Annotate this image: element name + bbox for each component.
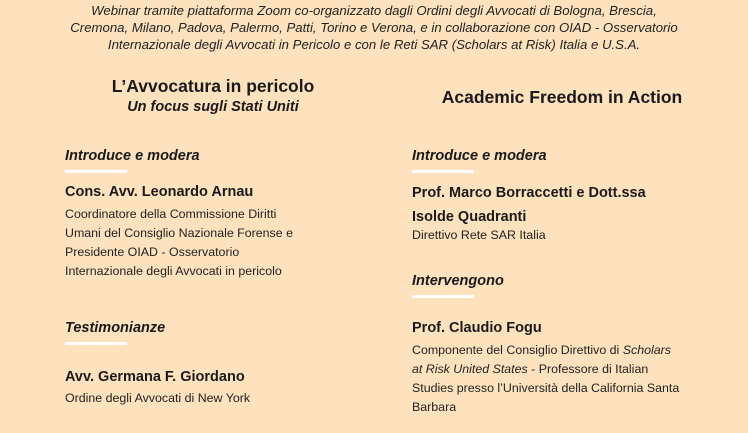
name-line: Prof. Marco Borraccetti e Dott.ssa — [412, 185, 646, 201]
left-section-label-testimonials: Testimonianze — [65, 320, 166, 336]
right-moderator-description — [412, 226, 546, 245]
section-divider — [65, 342, 127, 345]
right-speaker-name: Prof. Claudio Fogu — [412, 320, 542, 336]
intro-line: Webinar tramite piattaforma Zoom co-organizzato dagli Ordini degli Avvocati di Bologna, Brescia, — [91, 3, 657, 18]
left-testimonial-name: Avv. Germana F. Giordano — [65, 369, 245, 385]
intro-line: Cremona, Milano, Padova, Palermo, Patti, Torino e Verona, e in collaborazione con OIAD - Osservatorio — [70, 20, 678, 35]
right-section-label-moderator: Introduce e modera — [412, 148, 547, 164]
description-line: Direttivo Rete SAR Italia — [412, 228, 546, 242]
intro-text — [0, 2, 748, 53]
desc-italic-text: at Risk United States — [412, 362, 528, 376]
description-line: Umani del Consiglio Nazionale Forense e — [65, 226, 293, 240]
desc-text: Componente del Consiglio Direttivo di — [412, 343, 623, 357]
description-line: Studies presso l’Università della California Santa — [412, 381, 680, 395]
desc-italic-text: Scholars — [622, 343, 671, 357]
section-divider — [412, 170, 474, 173]
section-divider — [412, 295, 474, 298]
description-line: Presidente OIAD - Osservatorio — [65, 245, 240, 259]
left-moderator-description — [65, 205, 293, 281]
right-section-label-speakers: Intervengono — [412, 273, 504, 289]
description-line — [412, 341, 679, 360]
description-line: Barbara — [412, 400, 457, 414]
description-line: Coordinatore della Commissione Diritti — [65, 207, 277, 221]
left-column-subtitle: Un focus sugli Stati Uniti — [127, 99, 299, 115]
left-section-label-moderator: Introduce e modera — [65, 148, 200, 164]
name-line: Isolde Quadranti — [412, 209, 527, 225]
right-column-title: Academic Freedom in Action — [441, 87, 683, 107]
right-speaker-description — [412, 341, 679, 417]
right-moderator-names — [412, 181, 646, 229]
desc-text: - Professore di Italian — [527, 362, 649, 376]
intro-line: Internazionale degli Avvocati in Pericolo e con le Reti SAR (Scholars at Risk) Italia e U.S.A. — [107, 37, 641, 52]
description-line: Ordine degli Avvocati di New York — [65, 391, 251, 405]
left-testimonial-description — [65, 389, 250, 408]
description-line — [412, 360, 679, 379]
left-moderator-name: Cons. Avv. Leonardo Arnau — [65, 184, 254, 200]
section-divider — [65, 170, 127, 173]
description-line: Internazionale degli Avvocati in pericolo — [65, 264, 282, 278]
left-column-title: L’Avvocatura in pericolo — [111, 76, 315, 96]
